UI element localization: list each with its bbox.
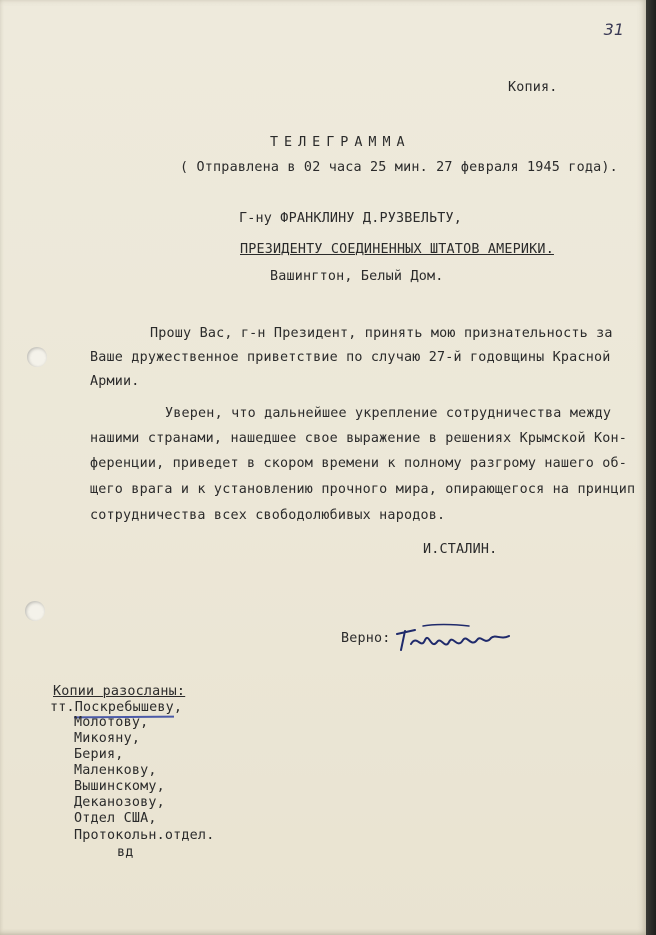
verified-label: Верно: xyxy=(341,631,391,646)
copies-recipient: Протокольн.отдел. xyxy=(74,828,215,843)
copies-recipient: Молотову, xyxy=(74,715,149,730)
copies-recipient: Вышинскому, xyxy=(74,779,165,794)
body-line: Прошу Вас, г-н Президент, принять мою признательность за xyxy=(150,326,613,341)
sent-note: ( Отправлена в 02 часа 25 мин. 27 февраля 1945 года). xyxy=(180,160,618,175)
document-title: ТЕЛЕГРАММА xyxy=(270,135,411,150)
archive-page-number: 31 xyxy=(603,20,624,39)
signature-typed: И.СТАЛИН. xyxy=(423,542,498,557)
copies-recipient: Деканозову, xyxy=(74,795,165,810)
page-edge xyxy=(646,0,656,935)
body-line: ференции, приведет в скором времени к полному разгрому нашего об- xyxy=(90,456,628,471)
copies-heading: Копии разосланы: xyxy=(53,684,186,699)
copies-recipient: Берия, xyxy=(74,747,124,762)
punch-hole-lower xyxy=(25,601,45,621)
body-line: сотрудничества всех свободолюбивых народов. xyxy=(90,508,446,523)
copies-recipient: тт.Поскребышеву, xyxy=(50,700,183,715)
typist-initials: вд xyxy=(117,845,134,860)
body-line: Армии. xyxy=(90,374,140,389)
addressee-title: ПРЕЗИДЕНТУ СОЕДИНЕННЫХ ШТАТОВ АМЕРИКИ. xyxy=(240,242,554,257)
copy-mark: Копия. xyxy=(508,80,558,95)
handwritten-signature xyxy=(393,620,513,660)
body-line: Ваше дружественное приветствие по случаю 27-й годовщины Красной xyxy=(90,350,611,365)
body-line: Уверен, что дальнейшее укрепление сотрудничества между xyxy=(165,406,612,421)
body-line: нашими странами, нашедшее свое выражение в решениях Крымской Кон- xyxy=(90,431,628,446)
addressee-name: Г-ну ФРАНКЛИНУ Д.РУЗВЕЛЬТУ, xyxy=(239,211,463,226)
punch-hole-upper xyxy=(27,347,47,367)
body-line: щего врага и к установлению прочного мира, опирающегося на принцип xyxy=(90,482,636,497)
addressee-location: Вашингтон, Белый Дом. xyxy=(270,269,444,284)
copies-recipient: Микояну, xyxy=(74,731,141,746)
copies-recipient: Отдел США, xyxy=(74,811,157,826)
copies-recipient: Маленкову, xyxy=(74,763,157,778)
